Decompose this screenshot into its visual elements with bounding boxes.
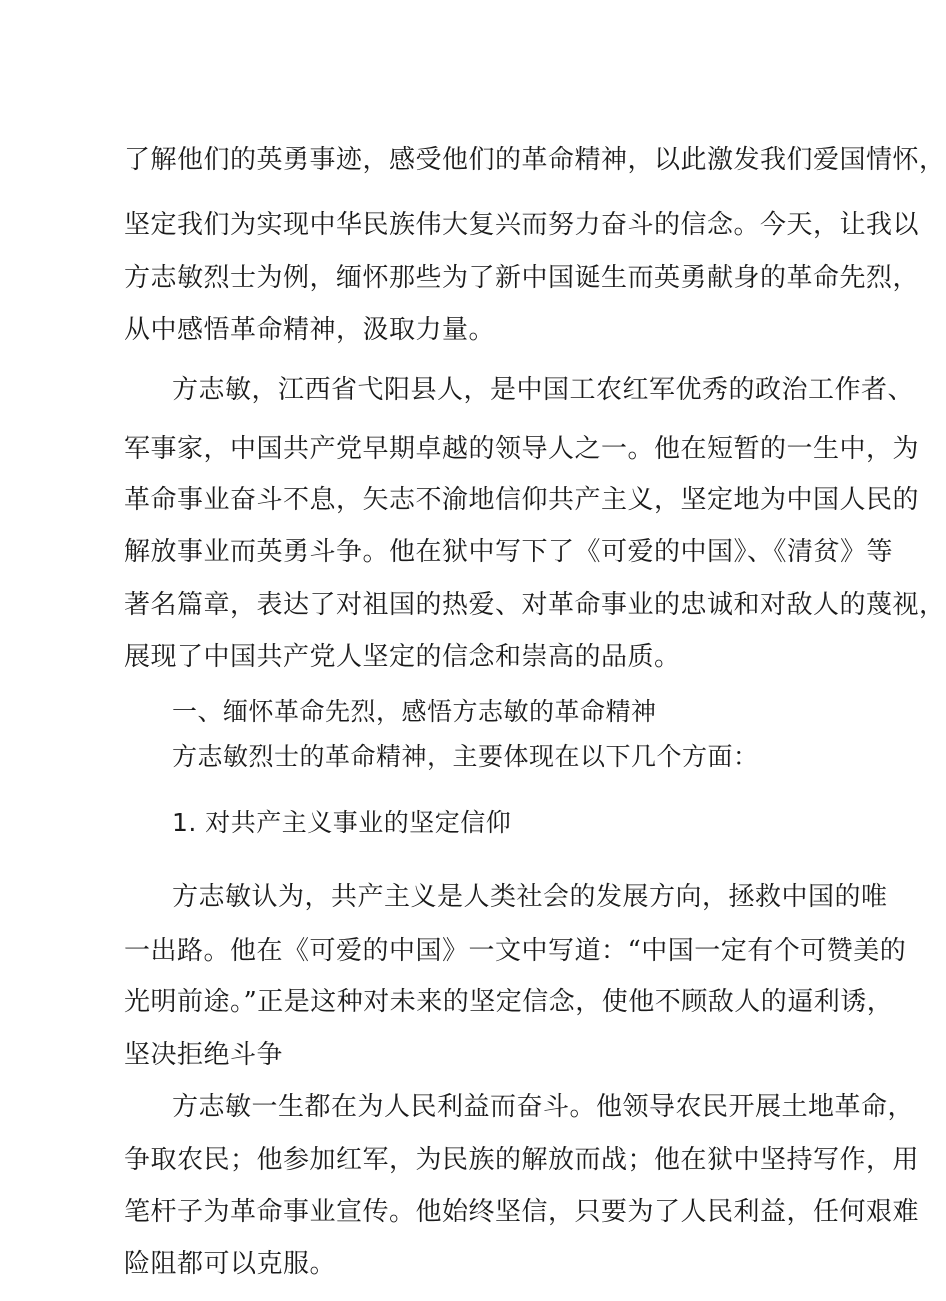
paragraph-1-line-4: 从中感悟革命精神，汲取力量。 bbox=[124, 315, 496, 345]
paragraph-4-line-4: 险阻都可以克服。 bbox=[124, 1249, 337, 1279]
paragraph-2-line-1: 方志敏，江西省弋阳县人，是中国工农红军优秀的政治工作者、 bbox=[172, 375, 915, 405]
paragraph-3-line-3: 光明前途。”正是这种对未来的坚定信念，使他不顾敌人的逼利诱， bbox=[124, 987, 894, 1017]
paragraph-2-line-2: 军事家，中国共产党早期卓越的领导人之一。他在短暂的一生中，为 bbox=[124, 434, 920, 464]
paragraph-4-line-2: 争取农民；他参加红军，为民族的解放而战；他在狱中坚持写作，用 bbox=[124, 1145, 920, 1175]
paragraph-3-line-2: 一出路。他在《可爱的中国》一文中写道：“中国一定有个可赞美的 bbox=[124, 936, 907, 966]
paragraph-2-line-6: 展现了中国共产党人坚定的信念和崇高的品质。 bbox=[124, 642, 681, 672]
paragraph-2-line-3: 革命事业奋斗不息，矢志不渝地信仰共产主义，坚定地为中国人民的 bbox=[124, 485, 920, 515]
paragraph-4-line-3: 笔杆子为革命事业宣传。他始终坚信，只要为了人民利益，任何艰难 bbox=[124, 1197, 920, 1227]
paragraph-2-line-4: 解放事业而英勇斗争。他在狱中写下了《可爱的中国》、《清贫》等 bbox=[124, 537, 894, 567]
paragraph-1-line-3: 方志敏烈士为例，缅怀那些为了新中国诞生而英勇献身的革命先烈， bbox=[124, 263, 920, 293]
paragraph-1-line-2: 坚定我们为实现中华民族伟大复兴而努力奋斗的信念。今天，让我以 bbox=[124, 210, 920, 240]
paragraph-2-line-5: 著名篇章，表达了对祖国的热爱、对革命事业的忠诚和对敌人的蔑视， bbox=[124, 590, 946, 620]
paragraph-1-line-1: 了解他们的英勇事迹，感受他们的革命精神，以此激发我们爱国情怀， bbox=[124, 145, 946, 175]
paragraph-3-line-1: 方志敏认为，共产主义是人类社会的发展方向，拯救中国的唯 bbox=[172, 882, 888, 912]
section-heading: 一、缅怀革命先烈，感悟方志敏的革命精神 bbox=[172, 697, 657, 726]
subheading-1: 1. 对共产主义事业的坚定信仰 bbox=[172, 808, 512, 837]
paragraph-4-line-1: 方志敏一生都在为人民利益而奋斗。他领导农民开展土地革命， bbox=[172, 1092, 915, 1122]
section-intro: 方志敏烈士的革命精神，主要体现在以下几个方面： bbox=[172, 742, 759, 771]
paragraph-3-line-4: 坚决拒绝斗争 bbox=[124, 1040, 284, 1070]
